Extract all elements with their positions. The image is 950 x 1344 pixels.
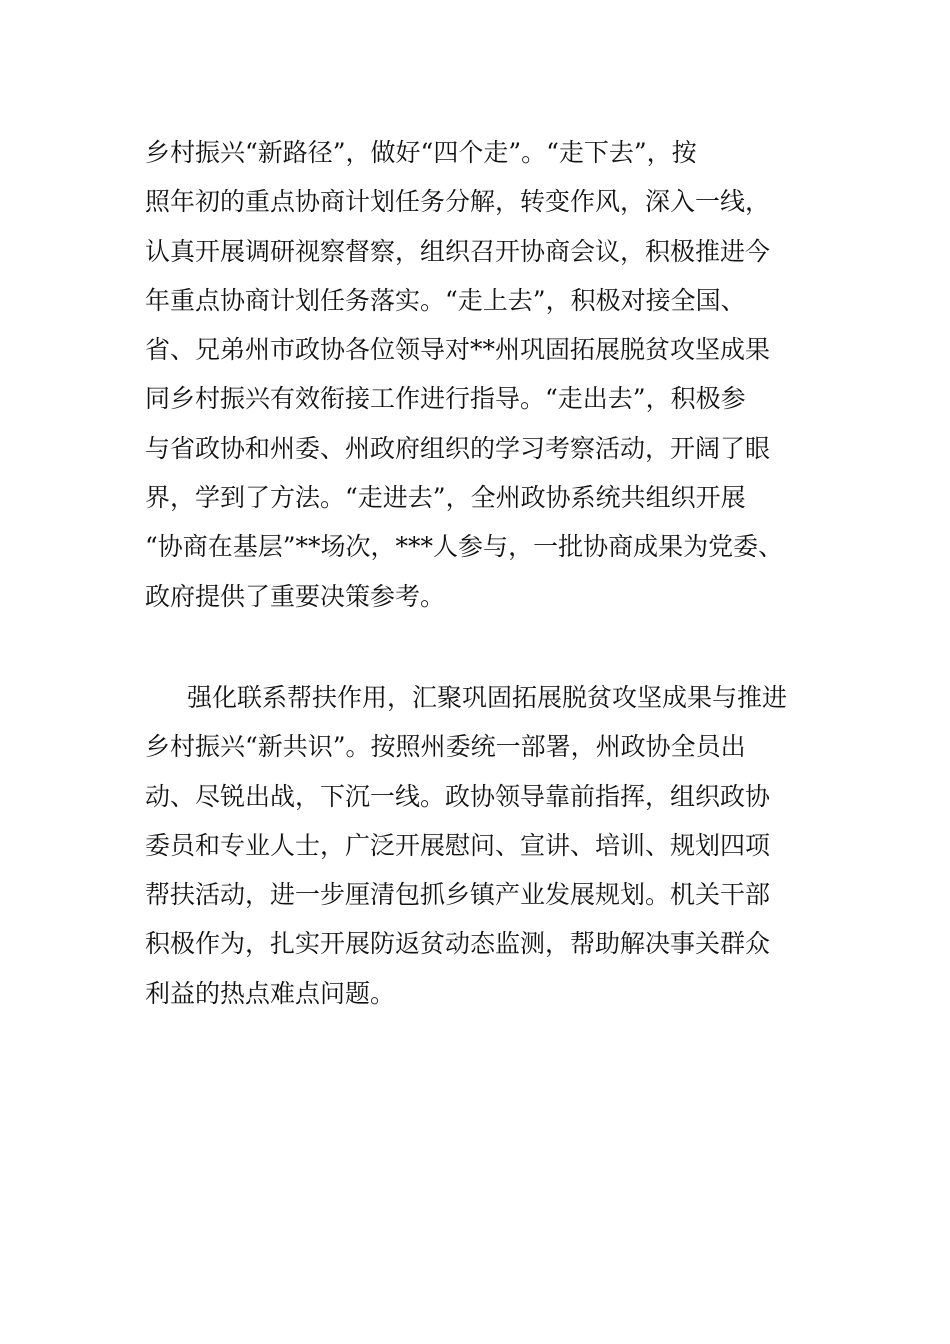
paragraph-1-line-8: 界，学到了方法。“走进去”，全州政协系统共组织开展	[145, 483, 746, 513]
paragraph-1-line-4: 年重点协商计划任务落实。“走上去”，积极对接全国、	[145, 285, 746, 315]
paragraph-1-line-5: 省、兄弟州市政协各位领导对**州巩固拓展脱贫攻坚成果	[145, 335, 771, 365]
paragraph-1	[145, 128, 835, 621]
paragraph-1-line-7: 与省政协和州委、州政府组织的学习考察活动，开阔了眼	[145, 433, 771, 463]
paragraph-2-line-1: 强化联系帮扶作用，汇聚巩固拓展脱贫攻坚成果与推进	[187, 683, 788, 712]
paragraph-2-line-5: 帮扶活动，进一步厘清包抓乡镇产业发展规划。机关干部	[145, 880, 771, 910]
paragraph-1-line-9: “协商在基层”**场次，***人参与，一批协商成果为党委、	[145, 532, 784, 562]
paragraph-1-line-1: 乡村振兴“新路径”，做好“四个走”。“走下去”，按	[145, 138, 697, 167]
paragraph-1-line-3: 认真开展调研视察督察，组织召开协商会议，积极推进今	[145, 236, 771, 266]
paragraph-2-line-7: 利益的热点难点问题。	[145, 978, 396, 1008]
paragraph-1-line-2: 照年初的重点协商计划任务分解，转变作风，深入一线，	[145, 187, 771, 217]
paragraph-1-line-6: 同乡村振兴有效衔接工作进行指导。“走出去”，积极参	[145, 384, 746, 414]
paragraph-2	[145, 673, 835, 1018]
paragraph-2-line-2: 乡村振兴“新共识”。按照州委统一部署，州政协全员出	[145, 732, 746, 762]
paragraph-2-line-4: 委员和专业人士，广泛开展慰问、宣讲、培训、规划四项	[145, 830, 771, 860]
paragraph-2-line-3: 动、尽锐出战，下沉一线。政协领导靠前指挥，组织政协	[145, 781, 771, 811]
paragraph-2-line-6: 积极作为，扎实开展防返贫动态监测，帮助解决事关群众	[145, 929, 771, 959]
paragraph-1-line-10: 政府提供了重要决策参考。	[145, 581, 446, 611]
